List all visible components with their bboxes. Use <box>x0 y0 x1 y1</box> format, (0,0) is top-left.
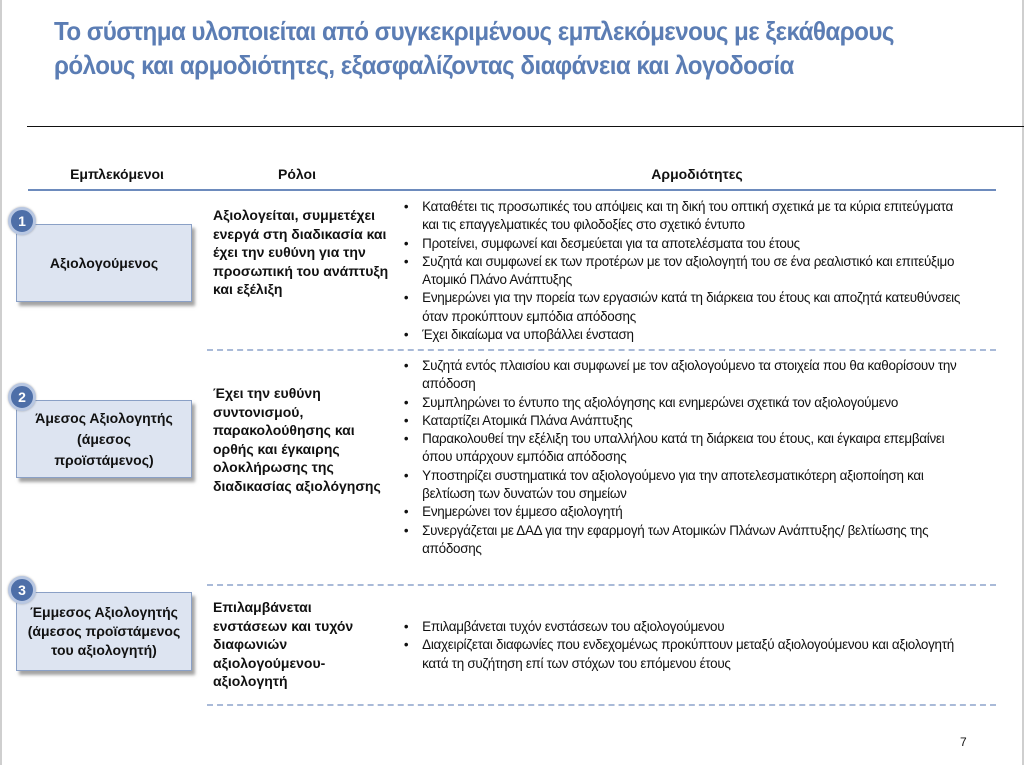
list-item: • Προτείνει, συμφωνεί και δεσμεύεται για τα αποτελέσματα του έτους <box>403 234 800 251</box>
list-item: • Συζητά και συμφωνεί εκ των προτέρων με τον αξιολογητή του σε ένα ρεαλιστικό και επιτεύξιμο Ατομικό Πλάνο Ανάπτυξης <box>403 252 955 288</box>
bullet-icon: • <box>403 618 409 634</box>
row-separator <box>207 584 996 586</box>
bullet-icon: • <box>403 289 409 306</box>
responsibilities-list-indirect-evaluator <box>402 617 968 672</box>
actor-label: Έμμεσος Αξιολογητής (άμεσος προϊστάμενος του αξιολογητή) <box>27 604 181 658</box>
list-item: • Ενημερώνει για την πορεία των εργασιών κατά τη διάρκεια του έτους και αποζητά κατευθύνσεις όταν προκύπτουν εμπόδια απόδοσης <box>403 289 961 324</box>
bullet-icon: • <box>403 466 409 483</box>
bullet-icon: • <box>403 357 409 373</box>
role-text-direct-evaluator: Έχει την ευθύνη συντονισμού, παρακολούθησης και ορθής και έγκαιρης ολοκλήρωσης της διαδικασίας αξιολόγησης <box>213 385 381 494</box>
list-item: • Ενημερώνει τον έμμεσο αξιολογητή <box>403 503 623 520</box>
title-divider <box>27 126 1024 127</box>
step-badge-2: 2 <box>8 383 36 411</box>
bullet-icon: • <box>403 503 409 520</box>
step-badge-3: 3 <box>8 576 36 604</box>
actor-box-direct-evaluator <box>16 400 192 478</box>
actor-label: Άμεσος Αξιολογητής <box>35 409 173 426</box>
column-header-actors: Εμπλεκόμενοι <box>70 166 164 182</box>
step-badge-1: 1 <box>8 207 36 235</box>
list-item: • Καταρτίζει Ατομικά Πλάνα Ανάπτυξης <box>403 411 633 428</box>
header-divider <box>28 189 996 191</box>
bullet-icon: • <box>403 326 409 343</box>
row-separator <box>207 349 996 351</box>
list-item: • Επιλαμβάνεται τυχόν ενστάσεων του αξιολογούμενου <box>403 618 725 634</box>
actor-box-evaluatee <box>16 224 192 302</box>
responsibilities-list-evaluatee <box>402 197 968 343</box>
role-text-indirect-evaluator: Επιλαμβάνεται ενστάσεων και τυχόν διαφωνιών αξιολογούμενου-αξιολογητή <box>213 599 354 689</box>
column-header-roles: Ρόλοι <box>278 166 316 182</box>
bullet-icon: • <box>403 393 409 410</box>
actor-box-indirect-evaluator <box>16 592 192 671</box>
row-separator <box>207 704 996 706</box>
list-item: • Συζητά εντός πλαισίου και συμφωνεί με τον αξιολογούμενο τα στοιχεία που θα καθορίσουν την απόδοση <box>403 357 957 392</box>
bullet-icon: • <box>403 234 409 251</box>
list-item: • Καταθέτει τις προσωπικές του απόψεις και τη δική του οπτική σχετικά με τα κύρια επιτεύγματα και τις επαγγελματικές του φιλοδοξίες στο σχετικό έντυπο <box>403 198 953 233</box>
slide-title: Το σύστημα υλοποιείται από συγκεκριμένους εμπλεκόμενους με ξεκάθαρους ρόλους και αρμοδιότητες, εξασφαλίζοντας διαφάνεια και λογοδοσία <box>54 16 894 80</box>
list-item: • Συνεργάζεται με ΔΑΔ για την εφαρμογή των Ατομικών Πλάνων Ανάπτυξης/ βελτίωσης της απόδοσης <box>403 521 929 556</box>
bullet-icon: • <box>403 411 409 428</box>
actor-sublabel: (άμεσος προϊστάμενος) <box>54 430 154 468</box>
list-item: • Υποστηρίζει συστηματικά τον αξιολογούμενο για την αποτελεσματικότερη αξιοποίηση και βελτίωση των δυνατών του σημείων <box>403 466 924 502</box>
bullet-icon: • <box>403 198 409 214</box>
bullet-icon: • <box>403 252 409 269</box>
responsibilities-list-direct-evaluator <box>402 356 968 557</box>
list-item: • Παρακολουθεί την εξέλιξη του υπαλλήλου κατά τη διάρκεια του έτους, και έγκαιρα επεμβαίνει όπου υπάρχουν εμπόδια απόδοσης <box>403 430 945 465</box>
bullet-icon: • <box>403 430 409 447</box>
list-item: • Διαχειρίζεται διαφωνίες που ενδεχομένως προκύπτουν μεταξύ αξιολογούμενου και αξιολογητή κατά τη συζήτηση επί των στόχων του επόμενου έτους <box>403 636 954 671</box>
actor-label: Αξιολογούμενος <box>49 254 159 271</box>
page-number: 7 <box>960 735 967 749</box>
list-item: • Έχει δικαίωμα να υποβάλλει ένσταση <box>403 326 634 343</box>
column-header-responsibilities: Αρμοδιότητες <box>651 166 743 182</box>
bullet-icon: • <box>403 521 409 538</box>
role-text-evaluatee: Αξιολογείται, συμμετέχει ενεργά στη διαδικασία και έχει την ευθύνη για την προσωπική του ανάπτυξη και εξέλιξη <box>213 207 389 297</box>
bullet-icon: • <box>403 636 409 653</box>
list-item: • Συμπληρώνει το έντυπο της αξιολόγησης και ενημερώνει σχετικά τον αξιολογούμενο <box>403 393 899 410</box>
